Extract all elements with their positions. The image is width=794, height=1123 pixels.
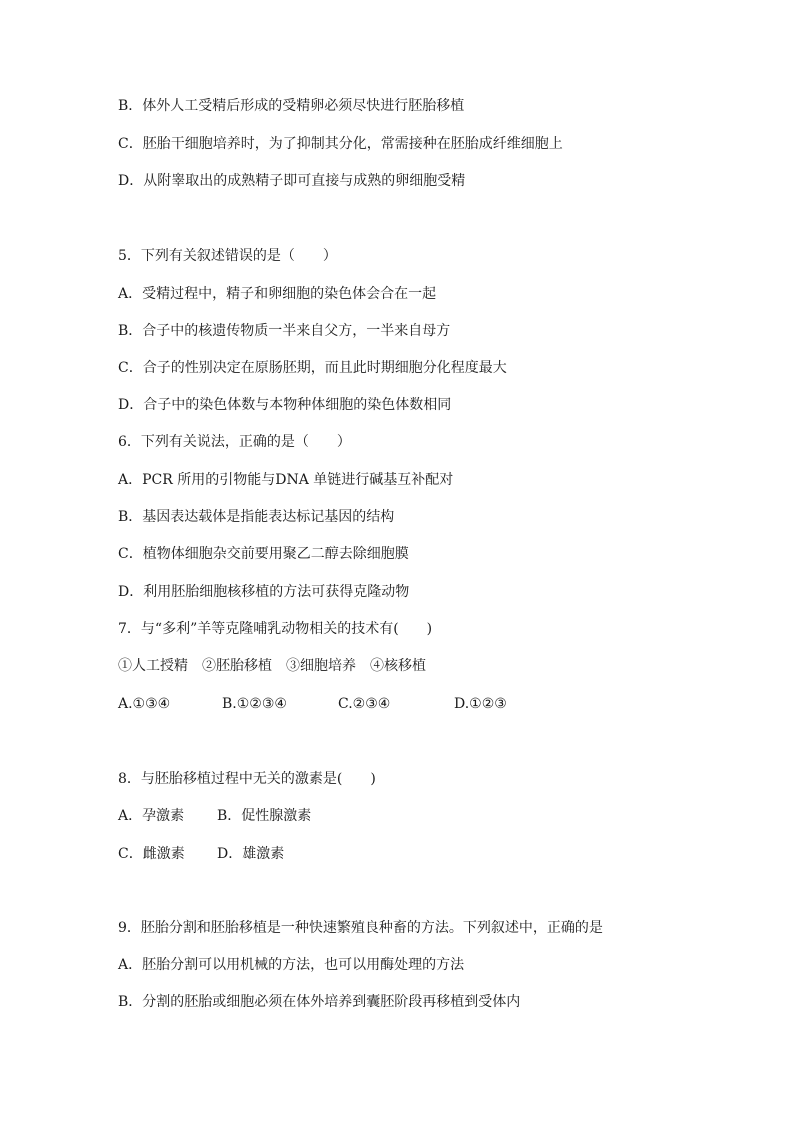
q4-option-d: D．从附睾取出的成熟精子即可直接与成熟的卵细胞受精 (118, 173, 466, 189)
q5-stem: 5．下列有关叙述错误的是（ ） (118, 248, 337, 264)
q8-stem: 8．与胚胎移植过程中无关的激素是( ) (118, 771, 376, 787)
q9-option-b: B．分割的胚胎或细胞必须在体外培养到囊胚阶段再移植到受体内 (118, 994, 521, 1010)
q5-option-c: C．合子的性别决定在原肠胚期，而且此时期细胞分化程度最大 (118, 360, 507, 376)
q7-option-c: C.②③④ (338, 696, 391, 712)
q8-options-row1 (118, 806, 378, 826)
q7-items: ①人工授精 ②胚胎移植 ③细胞培养 ④核移植 (118, 658, 426, 674)
q5-option-a: A．受精过程中，精子和卵细胞的染色体会合在一起 (118, 286, 437, 302)
q8-option-d: D．雄激素 (217, 846, 285, 862)
q8-options-row2 (118, 844, 378, 864)
q4-option-b: B．体外人工受精后形成的受精卵必须尽快进行胚胎移植 (118, 98, 465, 114)
q5-option-b: B．合子中的核遗传物质一半来自父方，一半来自母方 (118, 323, 451, 339)
q4-option-c: C．胚胎干细胞培养时，为了抑制其分化，常需接种在胚胎成纤维细胞上 (118, 136, 563, 152)
q6-option-a: A．PCR 所用的引物能与DNA 单链进行碱基互补配对 (118, 472, 454, 488)
q6-stem: 6．下列有关说法，正确的是（ ） (118, 434, 351, 450)
q9-stem: 9．胚胎分割和胚胎移植是一种快速繁殖良种畜的方法。下列叙述中，正确的是 (118, 920, 603, 936)
q7-option-a: A.①③④ (118, 696, 171, 712)
q8-option-b: B．促性腺激素 (217, 808, 312, 824)
q7-stem: 7．与“多利”羊等克隆哺乳动物相关的技术有( ) (118, 621, 433, 637)
q6-option-c: C．植物体细胞杂交前要用聚乙二醇去除细胞膜 (118, 546, 409, 562)
q7-option-b: B.①②③④ (222, 696, 287, 712)
q7-option-d: D.①②③ (454, 696, 507, 712)
q9-option-a: A．胚胎分割可以用机械的方法，也可以用酶处理的方法 (118, 957, 465, 973)
q5-option-d: D．合子中的染色体数与本物种体细胞的染色体数相同 (118, 397, 452, 413)
q7-options (118, 694, 538, 714)
q6-option-b: B．基因表达载体是指能表达标记基因的结构 (118, 509, 395, 525)
q8-option-a: A．孕激素 (118, 808, 185, 824)
q6-option-d: D．利用胚胎细胞核移植的方法可获得克隆动物 (118, 584, 410, 600)
q8-option-c: C．雌激素 (118, 846, 185, 862)
